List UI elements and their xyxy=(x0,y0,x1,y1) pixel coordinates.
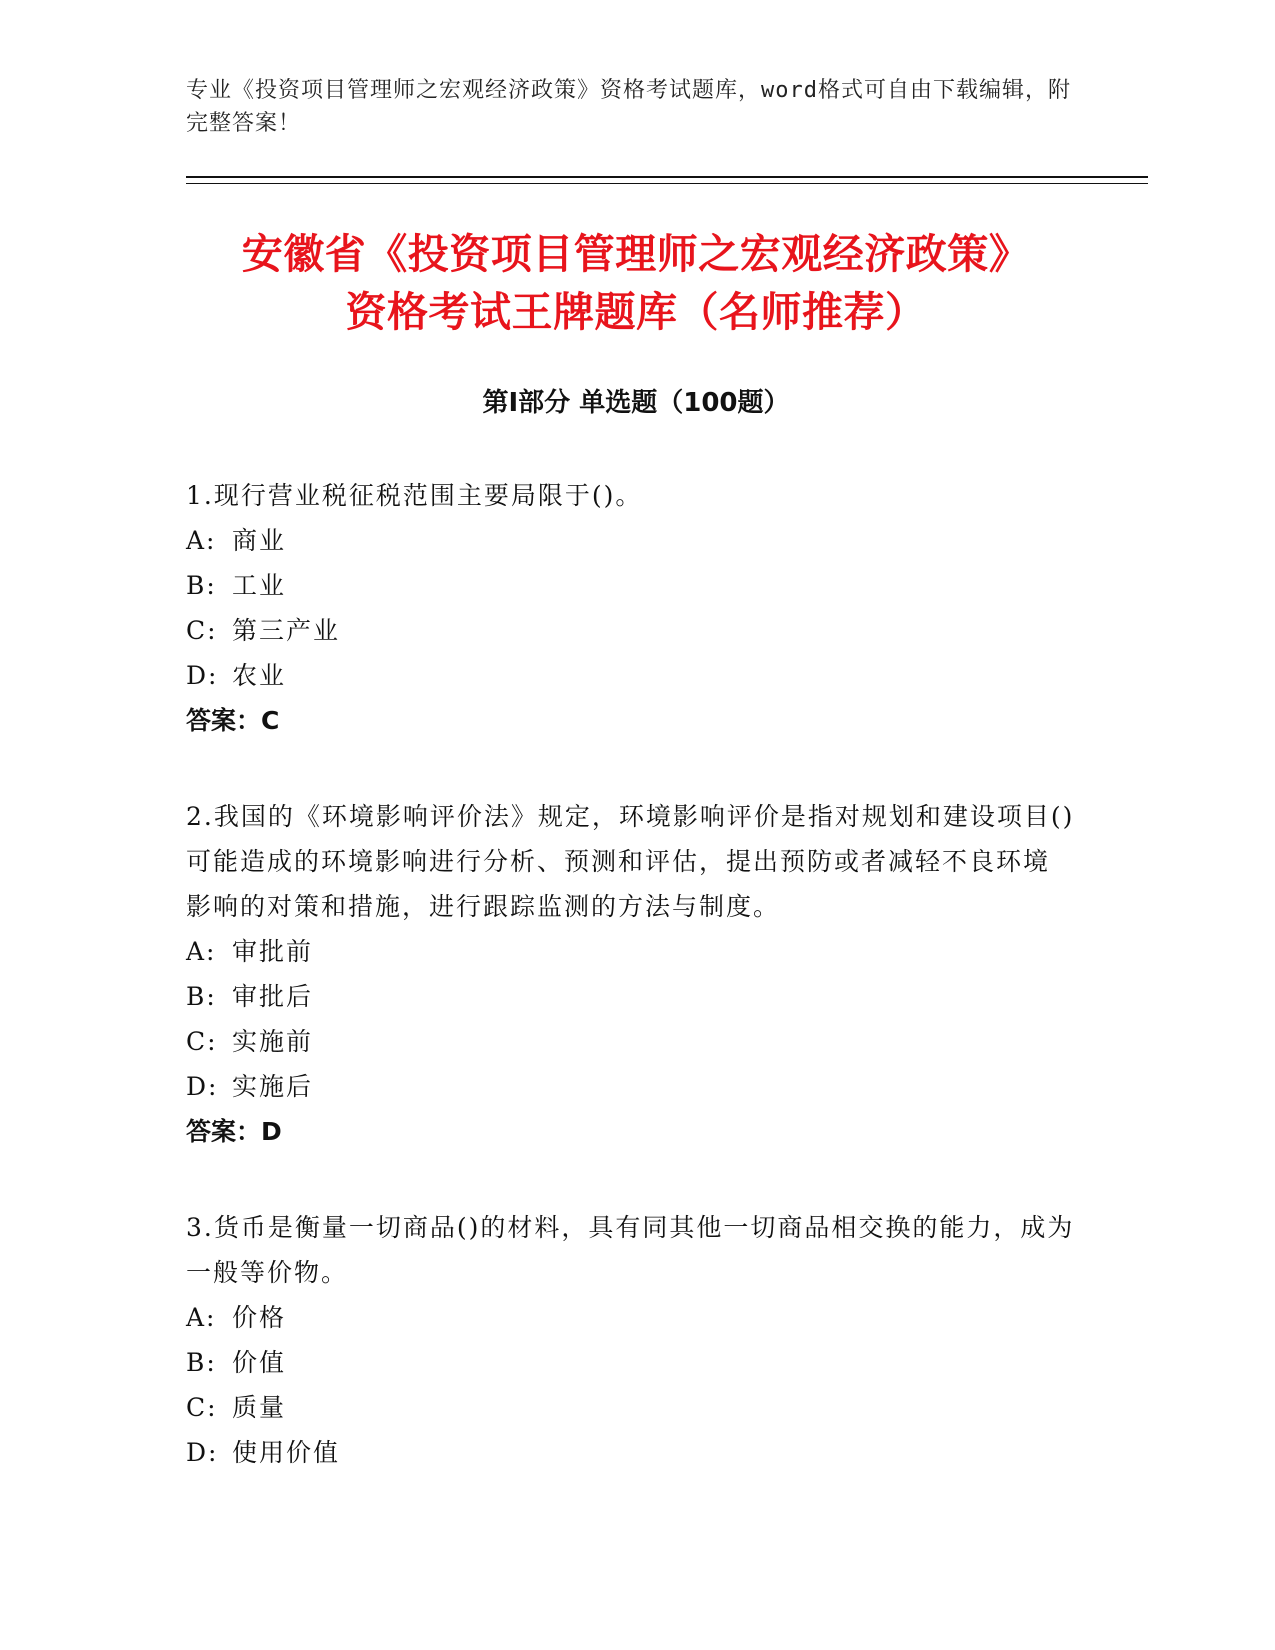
option-c xyxy=(186,608,1076,653)
question-stem: 2.我国的《环境影响评价法》规定，环境影响评价是指对规划和建设项目()可能造成的环境影响进行分析、预测和评估，提出预防或者减轻不良环境影响的对策和措施，进行跟踪监测的方法与制度。 xyxy=(186,802,1075,921)
document-title-line-1: 安徽省《投资项目管理师之宏观经济政策》 xyxy=(241,230,1031,278)
option-text: 价值 xyxy=(232,1348,287,1377)
question-stem: 3.货币是衡量一切商品()的材料，具有同其他一切商品相交换的能力，成为一般等价物。 xyxy=(186,1213,1075,1287)
option-letter: A: xyxy=(186,1303,217,1332)
option-letter: C: xyxy=(186,1393,218,1422)
answer: 答案：D xyxy=(186,1117,282,1146)
option-letter: C: xyxy=(186,1027,218,1056)
header-rule-thick xyxy=(186,176,1148,178)
question-stem: 1.现行营业税征税范围主要局限于()。 xyxy=(186,481,643,510)
header-rule-thin xyxy=(186,183,1148,184)
option-a xyxy=(186,929,1076,974)
option-c xyxy=(186,1385,1076,1430)
option-letter: A: xyxy=(186,937,217,966)
section-title: 第Ⅰ部分 单选题（100题） xyxy=(482,388,790,418)
question-2 xyxy=(186,794,1076,1154)
option-text: 价格 xyxy=(232,1303,287,1332)
option-d xyxy=(186,653,1076,698)
option-text: 审批后 xyxy=(232,982,314,1011)
option-b xyxy=(186,974,1076,1019)
option-letter: D: xyxy=(186,661,219,690)
option-text: 实施后 xyxy=(232,1072,314,1101)
option-text: 实施前 xyxy=(232,1027,314,1056)
option-a xyxy=(186,1295,1076,1340)
option-text: 农业 xyxy=(232,661,287,690)
question-list xyxy=(186,473,1076,1526)
option-text: 工业 xyxy=(232,571,287,600)
option-text: 商业 xyxy=(232,526,287,555)
option-letter: D: xyxy=(186,1438,219,1467)
option-text: 审批前 xyxy=(232,937,314,966)
option-text: 质量 xyxy=(232,1393,287,1422)
option-b xyxy=(186,563,1076,608)
option-letter: C: xyxy=(186,616,218,645)
question-3 xyxy=(186,1205,1076,1475)
option-letter: B: xyxy=(186,1348,217,1377)
document-title-line-2: 资格考试王牌题库（名师推荐） xyxy=(345,288,927,336)
header-note: 专业《投资项目管理师之宏观经济政策》资格考试题库，word格式可自由下载编辑，附完整答案！ xyxy=(186,78,1071,136)
option-d xyxy=(186,1430,1076,1475)
option-b xyxy=(186,1340,1076,1385)
option-letter: D: xyxy=(186,1072,219,1101)
option-text: 第三产业 xyxy=(232,616,341,645)
option-a xyxy=(186,518,1076,563)
option-letter: B: xyxy=(186,571,217,600)
option-d xyxy=(186,1064,1076,1109)
option-letter: A: xyxy=(186,526,217,555)
option-c xyxy=(186,1019,1076,1064)
option-text: 使用价值 xyxy=(232,1438,341,1467)
document-title xyxy=(186,225,1086,341)
question-1 xyxy=(186,473,1076,743)
option-letter: B: xyxy=(186,982,217,1011)
answer: 答案：C xyxy=(186,706,280,735)
